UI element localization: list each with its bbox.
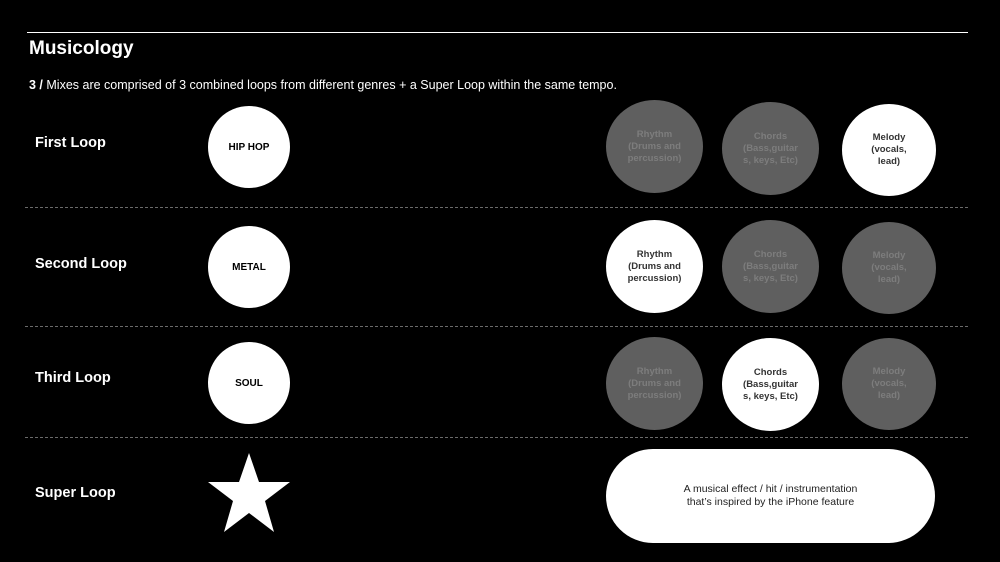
component-detail: (Bass,guitar bbox=[743, 142, 798, 154]
row-divider bbox=[25, 207, 968, 208]
row-divider bbox=[25, 437, 968, 438]
component-name: Chords bbox=[753, 130, 788, 142]
description-line: that’s inspired by the iPhone feature bbox=[686, 496, 855, 508]
component-detail: (vocals, bbox=[871, 262, 907, 273]
rhythm-circle bbox=[606, 337, 703, 430]
genre-circle-metal: METAL bbox=[208, 226, 290, 308]
component-detail: (Drums and bbox=[628, 377, 681, 389]
subtitle-prefix: 3 / bbox=[29, 78, 43, 92]
rhythm-circle bbox=[606, 100, 703, 193]
genre-circle-hip-hop: HIP HOP bbox=[208, 106, 290, 188]
row-label-second-loop: Second Loop bbox=[35, 256, 127, 272]
melody-circle bbox=[842, 104, 936, 196]
component-detail: s, keys, Etc) bbox=[743, 154, 798, 166]
chords-circle bbox=[722, 220, 819, 313]
component-name: Chords bbox=[753, 248, 788, 260]
component-name: Melody bbox=[872, 250, 906, 261]
component-detail: percussion) bbox=[627, 389, 682, 401]
component-name: Chords bbox=[753, 366, 788, 378]
row-divider bbox=[25, 326, 968, 327]
melody-circle bbox=[842, 222, 936, 314]
page-subtitle bbox=[29, 78, 617, 92]
component-name: Melody bbox=[872, 132, 906, 143]
component-detail: (Bass,guitar bbox=[743, 260, 798, 272]
component-detail: (Drums and bbox=[628, 260, 681, 272]
component-detail: percussion) bbox=[627, 272, 682, 284]
component-detail: s, keys, Etc) bbox=[743, 390, 798, 402]
component-detail: lead) bbox=[877, 274, 901, 285]
component-detail: (vocals, bbox=[871, 144, 907, 155]
page-title: Musicology bbox=[29, 38, 134, 59]
chords-circle bbox=[722, 102, 819, 195]
component-detail: (Bass,guitar bbox=[743, 378, 798, 390]
genre-circle-soul: SOUL bbox=[208, 342, 290, 424]
component-name: Melody bbox=[872, 366, 906, 377]
component-detail: (Drums and bbox=[628, 140, 681, 152]
description-line: A musical effect / hit / instrumentation bbox=[683, 483, 858, 495]
component-name: Rhythm bbox=[636, 365, 673, 377]
super-loop-description bbox=[606, 449, 935, 543]
row-label-super-loop: Super Loop bbox=[35, 485, 116, 501]
top-rule bbox=[27, 32, 968, 33]
component-detail: lead) bbox=[877, 390, 901, 401]
component-name: Rhythm bbox=[636, 128, 673, 140]
chords-circle bbox=[722, 338, 819, 431]
rhythm-circle bbox=[606, 220, 703, 313]
subtitle-text: Mixes are comprised of 3 combined loops from different genres + a Super Loop within the same tempo. bbox=[42, 78, 617, 92]
component-detail: percussion) bbox=[627, 152, 682, 164]
star-icon bbox=[207, 453, 291, 533]
component-detail: lead) bbox=[877, 156, 901, 167]
row-label-third-loop: Third Loop bbox=[35, 370, 111, 386]
melody-circle bbox=[842, 338, 936, 430]
component-detail: (vocals, bbox=[871, 378, 907, 389]
component-name: Rhythm bbox=[636, 248, 673, 260]
row-label-first-loop: First Loop bbox=[35, 135, 106, 151]
component-detail: s, keys, Etc) bbox=[743, 272, 798, 284]
